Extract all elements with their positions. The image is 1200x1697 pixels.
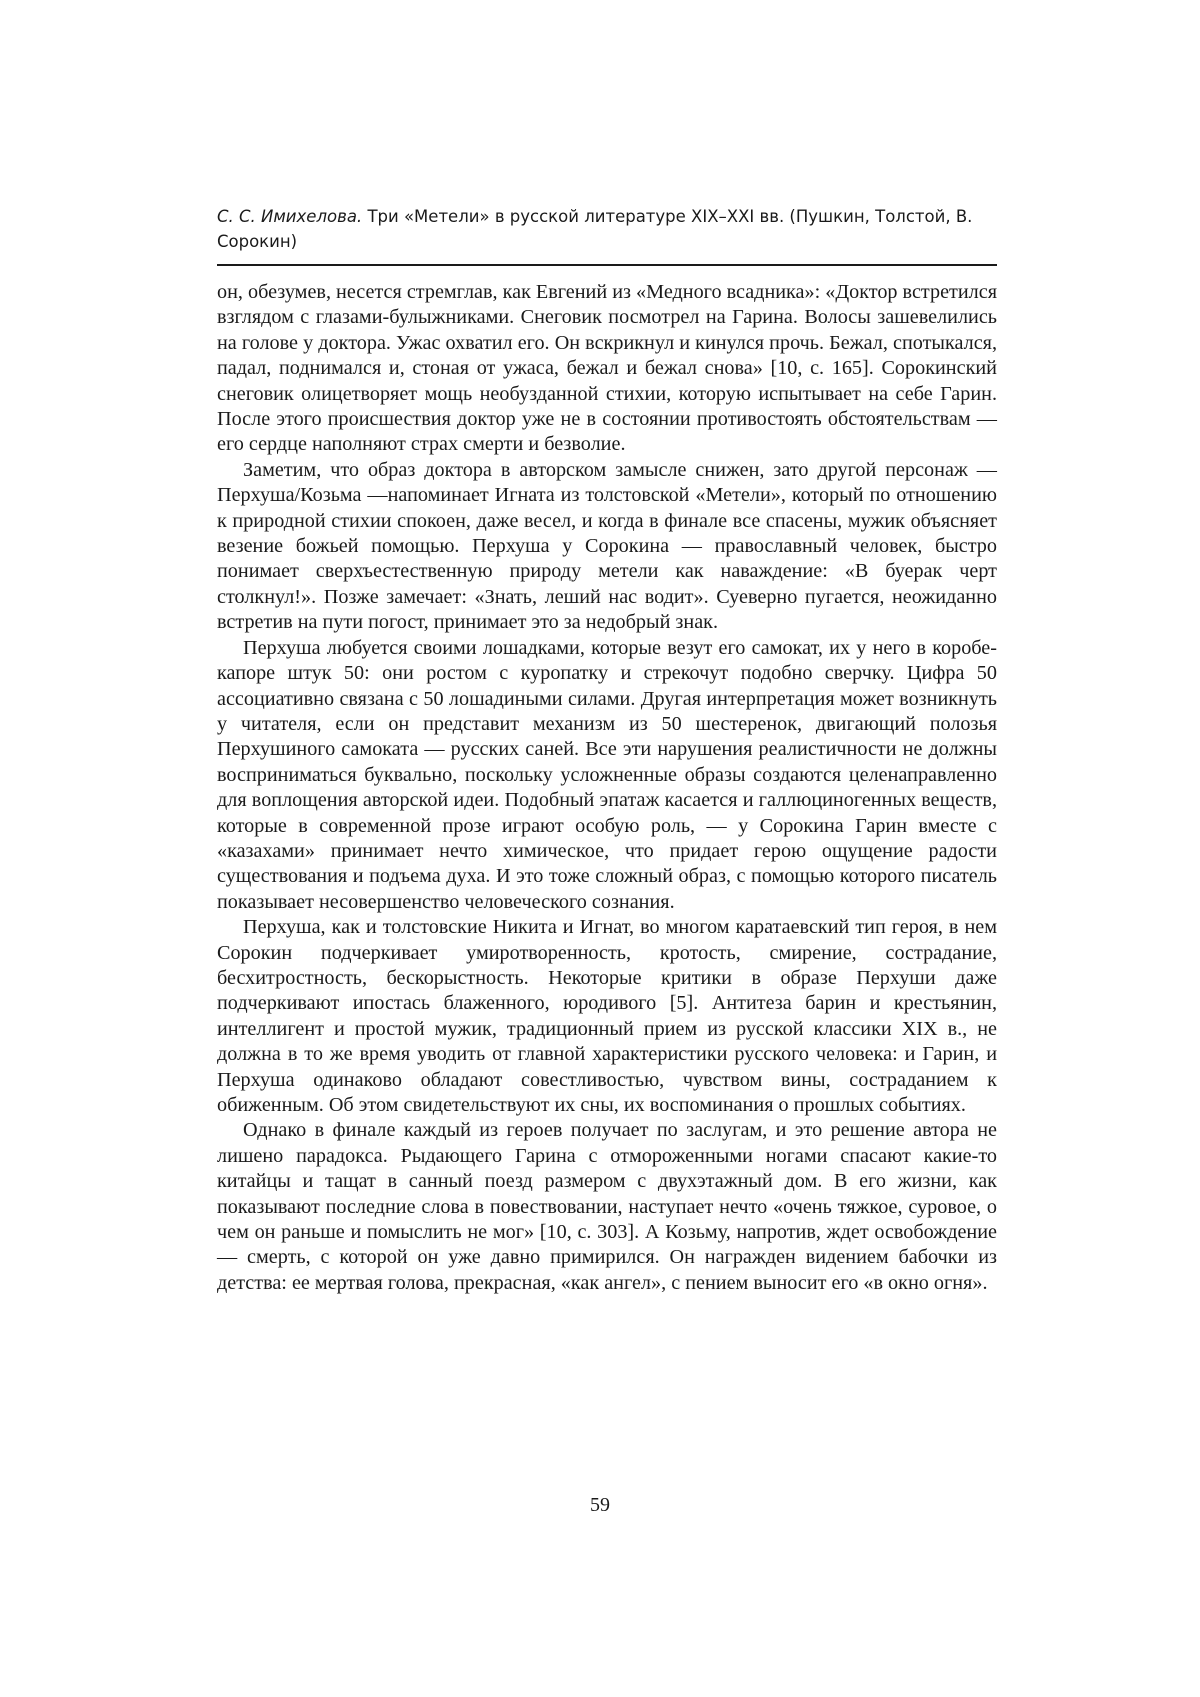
paragraph: он, обезумев, несется стремглав, как Евгений из «Медного всадника»: «Доктор встретился взглядом с глазами-булыжниками. Снеговик посмотрел на Гарина. Волосы зашевелились на голове у доктора. Ужас охватил его. Он вскрикнул и кинулся прочь. Бежал, спотыкался, падал, поднимался и, стоная от ужаса, бежал и бежал снова» [10, с. 165]. Сорокинский снеговик олицетворяет мощь необузданной стихии, которую испытывает на себе Гарин. После этого происшествия доктор уже не в состоянии противостоять обстоятельствам — его сердце наполняют страх смерти и безволие. xyxy=(217,281,997,456)
header-title: Три «Метели» в русской литературе XIX–XXI вв. (Пушкин, Толстой, В. Сорокин) xyxy=(217,207,973,251)
paragraph: Заметим, что образ доктора в авторском замысле снижен, зато другой персонаж — Перхуша/Козьма —напоминает Игната из толстовской «Метели», который по отношению к природной стихии спокоен, даже весел, и когда в финале все спасены, мужик объясняет везение божьей помощью. Перхуша у Сорокина — православный человек, быстро понимает сверхъестественную природу метели как наваждение: «В буерак черт столкнул!». Позже замечает: «Знать, леший нас водит». Суеверно пугается, неожиданно встретив на пути погост, принимает это за недобрый знак. xyxy=(217,458,997,634)
page-number: 59 xyxy=(590,1494,610,1516)
running-header xyxy=(217,204,997,254)
paragraph: Перхуша любуется своими лошадками, которые везут его самокат, их у него в коробе-капоре штук 50: они ростом с куропатку и стрекочут подобно сверчку. Цифра 50 ассоциативно связана с 50 лошадиными силами. Другая интерпретация может возникнуть у читателя, если он представит механизм из 50 шестеренок, двигающий полозья Перхушиного самоката — русских саней. Все эти нарушения реалистичности не должны восприниматься буквально, поскольку усложненные образы создаются целенаправленно для воплощения авторской идеи. Подобный эпатаж касается и галлюциногенных веществ, которые в современной прозе играют особую роль, — у Сорокина Гарин вместе с «казахами» принимает нечто химическое, что придает герою ощущение радости существования и подъема духа. И это тоже сложный образ, с помощью которого писатель показывает несовершенство человеческого сознания. xyxy=(217,636,997,913)
header-divider xyxy=(217,264,997,266)
paragraph: Перхуша, как и толстовские Никита и Игнат, во многом каратаевский тип героя, в нем Сорокин подчеркивает умиротворенность, кротость, смирение, сострадание, бесхитростность, бескорыстность. Некоторые критики в образе Перхуши даже подчеркивают ипостась блаженного, юродивого [5]. Антитеза барин и крестьянин, интеллигент и простой мужик, традиционный прием из русской классики XIX в., не должна в то же время уводить от главной характеристики русского человека: и Гарин, и Перхуша одинаково обладают совестливостью, чувством вины, состраданием к обиженным. Об этом свидетельствуют их сны, их воспоминания о прошлых событиях. xyxy=(217,916,997,1116)
paragraph: Однако в финале каждый из героев получает по заслугам, и это решение автора не лишено парадокса. Рыдающего Гарина с отмороженными ногами спасают какие-то китайцы и тащат в санный поезд размером с двухэтажный дом. В его жизни, как показывают последние слова в повествовании, наступает нечто «очень тяжкое, суровое, о чем он раньше и помыслить не мог» [10, с. 303]. А Козьму, напротив, ждет освобождение — смерть, с которой он уже давно примирился. Он награжден видением бабочки из детства: ее мертвая голова, прекрасная, «как ангел», с пением выносит его «в окно огня». xyxy=(217,1119,997,1294)
article-body xyxy=(217,280,997,1296)
header-author: С. С. Имихелова. xyxy=(217,207,363,226)
